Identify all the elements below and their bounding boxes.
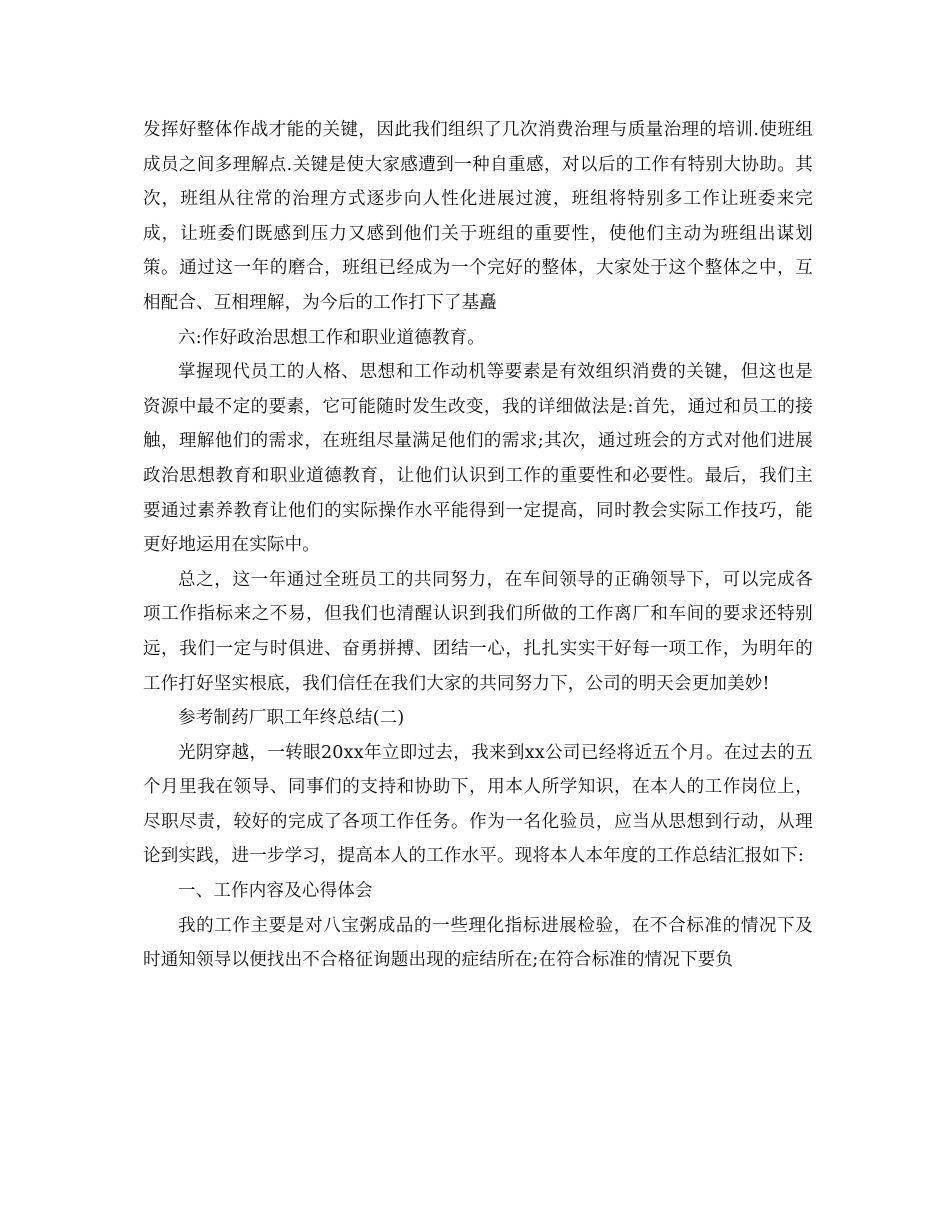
paragraph-employee-motivation: 掌握现代员工的人格、思想和工作动机等要素是有效组织消费的关键，但这也是资源中最不定的要素，它可能随时发生改变，我的详细做法是:首先，通过和员工的接触，理解他们的需求，在班组尽量满足他们的需求;其次，通过班会的方式对他们进展政治思想教育和职业道德教育，让他们认识到工作的重要性和必要性。最后，我们主要通过素养教育让他们的实际操作水平能得到一定提高，同时教会实际工作技巧，能更好地运用在实际中。	[143, 362, 813, 556]
paragraph-team-management: 发挥好整体作战才能的关键，因此我们组织了几次消费治理与质量治理的培训.使班组成员之间多理解点.关键是使大家感遭到一种自重感，对以后的工作有特别大协助。其次，班组从往常的治理方式逐步向人性化进展过渡，班组将特别多工作让班委来完成，让班委们既感到压力又感到他们关于班组的重要性，使他们主动为班组出谋划策。通过这一年的磨合，班组已经成为一个完好的整体，大家处于这个整体之中，互相配合、互相理解，为今后的工作打下了基矗	[143, 120, 813, 313]
section-title-summary-two: 参考制药厂职工年终总结(二)	[178, 708, 405, 729]
section-heading-work-content: 一、工作内容及心得体会	[178, 881, 373, 902]
paragraph-work-duties: 我的工作主要是对八宝粥成品的一些理化指标进展检验，在不合标准的情况下及时通知领导以便找出不合格征询题出现的症结所在;在符合标准的情况下要负	[143, 915, 813, 971]
paragraph-introduction: 光阴穿越，一转眼20xx年立即过去，我来到xx公司已经将近五个月。在过去的五个月里我在领导、同事们的支持和协助下，用本人所学知识，在本人的工作岗位上，尽职尽责，较好的完成了各项工作任务。作为一名化验员，应当从思想到行动，从理论到实践，进一步学习，提高本人的工作水平。现将本人本年度的工作总结汇报如下:	[143, 742, 813, 867]
paragraph-conclusion: 总之，这一年通过全班员工的共同努力，在车间领导的正确领导下，可以完成各项工作指标来之不易，但我们也清醒认识到我们所做的工作离厂和车间的要求还特别远，我们一定与时俱进、奋勇拼搏、团结一心，扎扎实实干好每一项工作，为明年的工作打好坚实根底，我们信任在我们大家的共同努力下，公司的明天会更加美妙!	[143, 569, 813, 694]
section-heading-political-education: 六:作好政治思想工作和职业道德教育。	[178, 327, 485, 348]
document-body	[143, 113, 813, 978]
